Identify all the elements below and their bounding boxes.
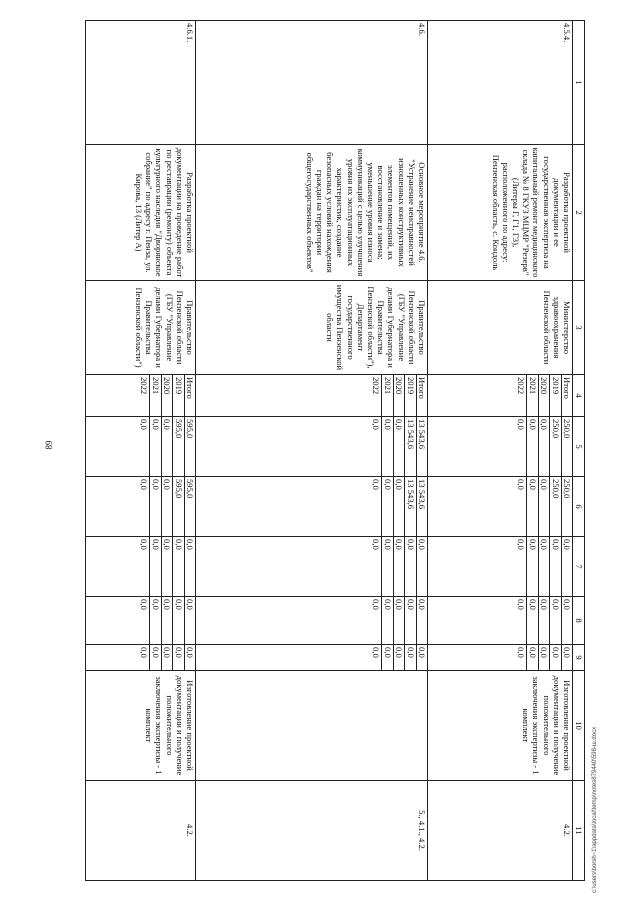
value: 0,0 bbox=[371, 539, 382, 550]
amount-col9 bbox=[86, 645, 196, 671]
table-row bbox=[196, 21, 428, 881]
year: 2021 bbox=[149, 375, 160, 416]
year: 2022 bbox=[516, 377, 527, 395]
year: 2019 bbox=[549, 375, 560, 416]
year: Итого bbox=[184, 375, 195, 416]
value: 0,0 bbox=[538, 417, 549, 476]
value: 0,0 bbox=[149, 537, 160, 596]
measure-name: Разработка проектной документации на проведение работ по реставрации (ремонту) объекта культурного наследия "Дворянское собрание" по адресу г. Пенза, ул. Кирова, 13 (Литер А) bbox=[86, 145, 196, 281]
value: 0,0 bbox=[526, 645, 537, 670]
col-header: 6 bbox=[573, 477, 585, 537]
value: 0,0 bbox=[549, 597, 560, 644]
expected-result: Изготовление проектной документации и получение положительного заключения экспертизы - 1 комплект bbox=[428, 671, 573, 781]
year: 2022 bbox=[139, 377, 150, 395]
value: 0,0 bbox=[526, 597, 537, 644]
year: 2019 bbox=[404, 375, 415, 416]
value: 0,0 bbox=[149, 597, 160, 644]
value: 595,0 bbox=[184, 477, 195, 536]
col-header: 2 bbox=[573, 145, 585, 281]
value: 0,0 bbox=[393, 537, 404, 596]
row-number: 4.5.4. bbox=[428, 21, 573, 145]
value: 0,0 bbox=[184, 597, 195, 644]
measure-name: Разработка проектной документации и ее государственная экспертиза на капитальный ремонт медицинского склада № 8 ГКУЗ МЦМР "Резерв" (Литеры Г, Г1, Г3), расположенного по адресу: Пензенская область, с. Кондоль bbox=[428, 145, 573, 281]
value: 0,0 bbox=[172, 597, 183, 644]
value: 13 543,6 bbox=[404, 417, 415, 476]
col-header: 7 bbox=[573, 537, 585, 597]
value: 0,0 bbox=[416, 597, 427, 644]
value: 250,0 bbox=[549, 477, 560, 536]
value: 0,0 bbox=[161, 417, 172, 476]
value: 0,0 bbox=[184, 537, 195, 596]
value: 0,0 bbox=[381, 417, 392, 476]
value: 0,0 bbox=[161, 537, 172, 596]
table-row bbox=[428, 21, 573, 881]
executor: Правительство Пензенской области (ГБУ "Управление делами Губернатора и Правительства Пензенской области") bbox=[86, 281, 196, 375]
value: 0,0 bbox=[139, 479, 150, 490]
value: 0,0 bbox=[139, 599, 150, 610]
value: 0,0 bbox=[381, 645, 392, 670]
value: 0,0 bbox=[538, 477, 549, 536]
executor: Правительство Пензенской области (ГБУ "Управление делами Губернатора и Правительства Пензенской области"), Департамент государственного имущества Пензенской области bbox=[196, 281, 428, 375]
page-number: 89 bbox=[44, 440, 54, 450]
value: 0,0 bbox=[381, 597, 392, 644]
indicator-ref: 5., 4.1., 4.2. bbox=[196, 781, 428, 881]
value: 0,0 bbox=[538, 597, 549, 644]
amount-regional bbox=[86, 477, 196, 537]
value: 0,0 bbox=[404, 537, 415, 596]
year: 2022 bbox=[371, 377, 382, 395]
value: 0,0 bbox=[393, 645, 404, 670]
amount-col8 bbox=[428, 597, 573, 645]
value: 0,0 bbox=[516, 539, 527, 550]
amount-col7 bbox=[428, 537, 573, 597]
years-cell bbox=[428, 375, 573, 417]
value: 0,0 bbox=[393, 417, 404, 476]
value: 0,0 bbox=[416, 537, 427, 596]
value: 0,0 bbox=[404, 597, 415, 644]
year: 2021 bbox=[526, 375, 537, 416]
year: 2020 bbox=[161, 375, 172, 416]
value: 0,0 bbox=[161, 645, 172, 670]
value: 0,0 bbox=[538, 537, 549, 596]
col-header: 10 bbox=[573, 671, 585, 781]
footer-file-path: c:\users\borsh~1\appdata\local\temp\notes879440\598-ш.docx bbox=[592, 726, 598, 893]
value: 0,0 bbox=[561, 597, 572, 644]
value: 0,0 bbox=[516, 599, 527, 610]
expected-result bbox=[196, 671, 428, 781]
value: 0,0 bbox=[149, 477, 160, 536]
value: 0,0 bbox=[526, 417, 537, 476]
value: 0,0 bbox=[161, 477, 172, 536]
col-header: 9 bbox=[573, 645, 585, 671]
year: 2020 bbox=[538, 375, 549, 416]
col-header: 5 bbox=[573, 417, 585, 477]
table-row bbox=[86, 21, 196, 881]
col-header: 8 bbox=[573, 597, 585, 645]
value: 250,0 bbox=[549, 417, 560, 476]
col-header: 4 bbox=[573, 375, 585, 417]
value: 0,0 bbox=[516, 479, 527, 490]
value: 0,0 bbox=[149, 645, 160, 670]
years-cell bbox=[86, 375, 196, 417]
years-cell bbox=[196, 375, 428, 417]
value: 0,0 bbox=[404, 645, 415, 670]
program-table bbox=[85, 20, 585, 881]
amount-total bbox=[428, 417, 573, 477]
indicator-ref: 4.2. bbox=[428, 781, 573, 881]
year: Итого bbox=[416, 375, 427, 416]
amount-col9 bbox=[428, 645, 573, 671]
value: 0,0 bbox=[516, 419, 527, 430]
row-number: 4.6. bbox=[196, 21, 428, 145]
value: 13 543,6 bbox=[404, 477, 415, 536]
measure-name: Основное мероприятие 4.6. "Устранение неисправностей изношенных конструктивных элементов помещений, их восстановление и замена; уменьшение уровня износа коммуникаций с целью улучшения уровня их эксплуатационных характеристик, создание безопасных условий нахождения граждан на территории общегосударственных объектов" bbox=[196, 145, 428, 281]
value: 0,0 bbox=[371, 479, 382, 490]
value: 0,0 bbox=[393, 477, 404, 536]
col-header: 1 bbox=[573, 21, 585, 145]
value: 0,0 bbox=[161, 597, 172, 644]
value: 0,0 bbox=[538, 645, 549, 670]
rotated-table-area bbox=[107, 20, 585, 880]
value: 0,0 bbox=[139, 419, 150, 430]
value: 0,0 bbox=[139, 539, 150, 550]
value: 0,0 bbox=[549, 645, 560, 670]
value: 13 543,6 bbox=[416, 477, 427, 536]
row-number: 4.6.1. bbox=[86, 21, 196, 145]
value: 250,0 bbox=[561, 417, 572, 476]
value: 0,0 bbox=[149, 417, 160, 476]
amount-col7 bbox=[196, 537, 428, 597]
value: 595,0 bbox=[184, 417, 195, 476]
indicator-ref: 4.2. bbox=[86, 781, 196, 881]
value: 250,0 bbox=[561, 477, 572, 536]
value: 0,0 bbox=[172, 537, 183, 596]
amount-col8 bbox=[86, 597, 196, 645]
col-header: 11 bbox=[573, 781, 585, 881]
amount-col8 bbox=[196, 597, 428, 645]
value: 0,0 bbox=[526, 537, 537, 596]
value: 0,0 bbox=[172, 645, 183, 670]
value: 0,0 bbox=[139, 647, 150, 658]
value: 0,0 bbox=[416, 645, 427, 670]
year: Итого bbox=[561, 375, 572, 416]
value: 0,0 bbox=[371, 599, 382, 610]
value: 0,0 bbox=[371, 647, 382, 658]
value: 0,0 bbox=[184, 645, 195, 670]
amount-regional bbox=[428, 477, 573, 537]
amount-col7 bbox=[86, 537, 196, 597]
column-number-row bbox=[573, 21, 585, 881]
value: 595,0 bbox=[172, 417, 183, 476]
executor: Министерство здравоохранения Пензенской области bbox=[428, 281, 573, 375]
value: 0,0 bbox=[561, 537, 572, 596]
amount-total bbox=[86, 417, 196, 477]
value: 0,0 bbox=[526, 477, 537, 536]
value: 0,0 bbox=[371, 419, 382, 430]
expected-result: Изготовление проектной документации и получение положительного заключения экспертизы - 1 комплект bbox=[86, 671, 196, 781]
year: 2019 bbox=[172, 375, 183, 416]
value: 595,0 bbox=[172, 477, 183, 536]
value: 13 543,6 bbox=[416, 417, 427, 476]
value: 0,0 bbox=[561, 645, 572, 670]
value: 0,0 bbox=[516, 647, 527, 658]
year: 2020 bbox=[393, 375, 404, 416]
amount-regional bbox=[196, 477, 428, 537]
year: 2021 bbox=[381, 375, 392, 416]
value: 0,0 bbox=[381, 477, 392, 536]
amount-total bbox=[196, 417, 428, 477]
col-header: 3 bbox=[573, 281, 585, 375]
value: 0,0 bbox=[393, 597, 404, 644]
value: 0,0 bbox=[381, 537, 392, 596]
amount-col9 bbox=[196, 645, 428, 671]
value: 0,0 bbox=[549, 537, 560, 596]
